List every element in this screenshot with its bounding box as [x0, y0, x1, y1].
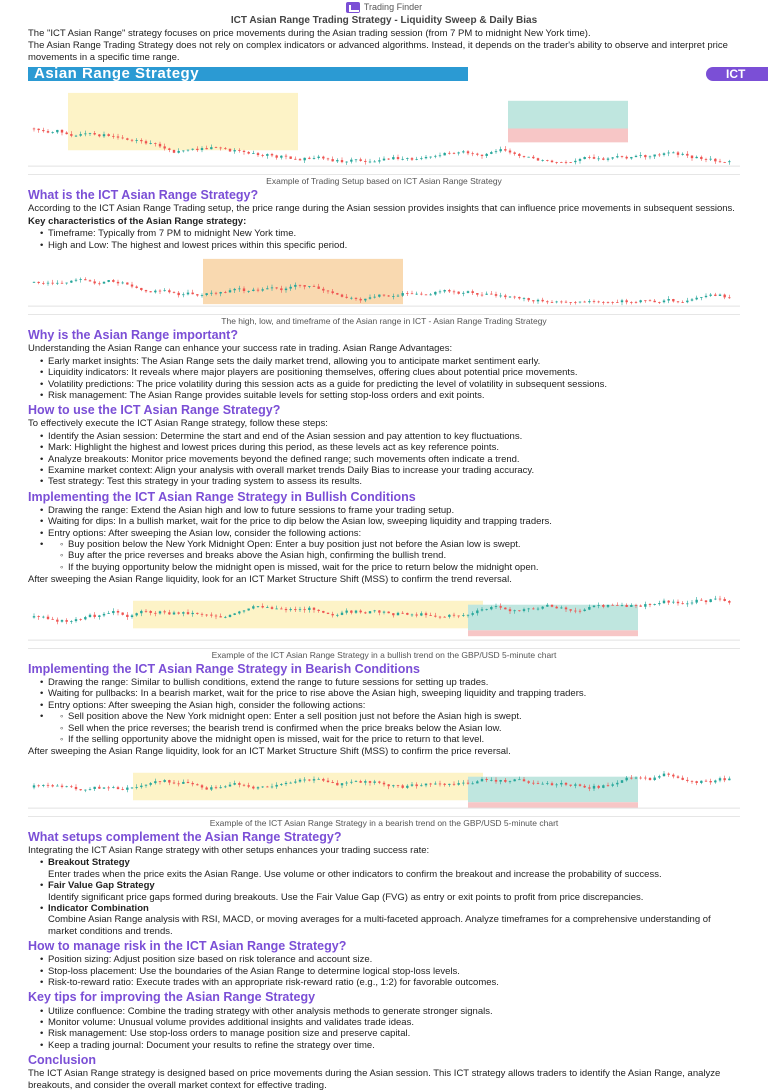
brand-logo-icon — [346, 2, 360, 13]
bull-list — [28, 505, 740, 573]
chart-setup-example — [28, 83, 740, 175]
why-list — [28, 356, 740, 402]
list-item: ◦ Sell when the price reverses; the bearish trend is confirmed when the price breaks below the Asian low. — [68, 723, 740, 734]
list-item: • Timeframe: Typically from 7 PM to midnight New York time. — [48, 228, 740, 239]
caption-setup: Example of Trading Setup based on ICT Asian Range Strategy — [266, 176, 502, 187]
list-item: ◦ If the buying opportunity below the midnight open is missed, wait for the price to return below the midnight open. — [68, 562, 740, 573]
list-item — [48, 857, 740, 880]
bull-sublist-container — [48, 539, 740, 573]
list-item: • Stop-loss placement: Use the boundaries of the Asian Range to determine logical stop-loss levels. — [48, 966, 740, 977]
setup-title: Indicator Combination — [48, 902, 149, 914]
list-item: • Keep a trading journal: Document your results to refine the strategy over time. — [48, 1040, 740, 1051]
heading-risk: How to manage risk in the ICT Asian Range Strategy? — [28, 939, 347, 954]
setup-title: Fair Value Gap Strategy — [48, 880, 155, 892]
brand-logo[interactable] — [28, 0, 740, 14]
list-item: • Examine market context: Align your analysis with overall market trends Daily Bias to increase your trading accuracy. — [48, 465, 740, 476]
list-item — [48, 903, 740, 937]
document-title: ICT Asian Range Trading Strategy - Liquidity Sweep & Daily Bias — [230, 15, 538, 26]
bull-sublist — [62, 539, 740, 573]
list-item — [48, 880, 740, 903]
what-body: According to the ICT Asian Range Trading setup, the price range during the Asian session provides insights that can influence price movements in subsequent sessions. — [28, 203, 735, 215]
list-item: • Entry options: After sweeping the Asian high, consider the following actions: — [48, 700, 740, 711]
list-item: • Risk management: Use stop-loss orders to manage position size and preserve capital. — [48, 1028, 740, 1039]
bull-after: After sweeping the Asian Range liquidity, look for an ICT Market Structure Shift (MSS) to confirm the trend reversal. — [28, 574, 512, 586]
risk-list — [28, 954, 740, 988]
setups-body: Integrating the ICT Asian Range strategy with other setups enhances your trading success rate: — [28, 845, 430, 856]
list-item: • Risk management: The Asian Range provides suitable levels for setting stop-loss orders and exit points. — [48, 390, 740, 401]
list-item: • Waiting for pullbacks: In a bearish market, wait for the price to rise above the Asian high, sweeping liquidity and trapping traders. — [48, 688, 740, 699]
bear-sublist-container — [48, 711, 740, 745]
strategy-banner — [28, 65, 746, 83]
chart-asian-range — [28, 251, 740, 315]
heading-bullish: Implementing the ICT Asian Range Strategy in Bullish Conditions — [28, 489, 416, 504]
list-item: ◦ Buy after the price reverses and breaks above the Asian high, confirming the bullish trend. — [68, 550, 740, 561]
list-item: • Waiting for dips: In a bullish market, wait for the price to dip below the Asian low, sweeping liquidity and trapping traders. — [48, 516, 740, 527]
intro-paragraph-2: The Asian Range Trading Strategy does not rely on complex indicators or advanced algorithms. Instead, it depends on the trader's ability to observe and interpret price movements in a specific time range. — [28, 40, 728, 63]
list-item: • Identify the Asian session: Determine the start and end of the Asian session and pay attention to key fluctuations. — [48, 431, 740, 442]
what-list — [28, 228, 740, 251]
list-item: • Liquidity indicators: It reveals where major players are positioning themselves, offering clues about potential price movements. — [48, 367, 740, 378]
list-item: ◦ If the selling opportunity above the midnight open is missed, wait for the price to return to that level. — [68, 734, 740, 745]
caption-bearish: Example of the ICT Asian Range Strategy in a bearish trend on the GBP/USD 5-minute chart — [209, 817, 559, 828]
chart-bearish-example — [28, 759, 740, 817]
list-item: • Mark: Highlight the highest and lowest prices during this period, as these levels act as key reference points. — [48, 442, 740, 453]
conclusion-body: The ICT Asian Range strategy is designed based on price movements during the Asian session. This ICT strategy allows traders to identify the Asian Range, analyze breakouts, and consider the overall market context for effective trading. — [28, 1068, 721, 1091]
list-item: • High and Low: The highest and lowest prices within this specific period. — [48, 240, 740, 251]
tips-list — [28, 1006, 740, 1052]
how-body: To effectively execute the ICT Asian Range strategy, follow these steps: — [28, 418, 328, 430]
list-item: • Entry options: After sweeping the Asian low, consider the following actions: — [48, 528, 740, 539]
list-item: • Utilize confluence: Combine the trading strategy with other analysis methods to generate stronger signals. — [48, 1006, 740, 1017]
intro-paragraph-1: The "ICT Asian Range" strategy focuses on price movements during the Asian trading session (from 7 PM to midnight New York time). — [28, 28, 591, 39]
setups-list — [28, 857, 740, 937]
list-item: • Analyze breakouts: Monitor price movements beyond the defined range; such movements often indicate a trend. — [48, 454, 740, 465]
setup-title: Breakout Strategy — [48, 857, 130, 869]
list-item: • Monitor volume: Unusual volume provides additional insights and validates trade ideas. — [48, 1017, 740, 1028]
heading-bearish: Implementing the ICT Asian Range Strategy in Bearish Conditions — [28, 661, 420, 676]
brand-name: Trading Finder — [363, 2, 423, 12]
heading-why: Why is the Asian Range important? — [28, 328, 238, 343]
banner-label: Asian Range Strategy — [28, 67, 468, 81]
banner-tag: ICT — [706, 67, 768, 81]
bear-sublist — [62, 711, 740, 745]
setup-text: Combine Asian Range analysis with RSI, MACD, or moving averages for a multi-faceted approach. Analyze timeframes for a comprehensive understanding of market conditions and trends. — [48, 914, 711, 937]
caption-bullish: Example of the ICT Asian Range Strategy in a bullish trend on the GBP/USD 5-minute chart — [211, 649, 557, 660]
list-item: • Test strategy: Test this strategy in your trading system to assess its results. — [48, 476, 740, 487]
list-item: • Position sizing: Adjust position size based on risk tolerance and account size. — [48, 954, 740, 965]
how-list — [28, 431, 740, 488]
list-item: • Risk-to-reward ratio: Execute trades with an appropriate risk-reward ratio (e.g., 1:2) for favorable outcomes. — [48, 977, 740, 988]
heading-setups: What setups complement the Asian Range Strategy? — [28, 829, 342, 844]
caption-range: The high, low, and timeframe of the Asian range in ICT - Asian Range Trading Strategy — [221, 316, 547, 327]
list-item: • Early market insights: The Asian Range sets the daily market trend, allowing you to anticipate market sentiment early. — [48, 356, 740, 367]
chart-bullish-example — [28, 587, 740, 649]
list-item: • Volatility predictions: The price volatility during this session acts as a guide for predicting the level of volatility in subsequent sessions. — [48, 379, 740, 390]
heading-tips: Key tips for improving the Asian Range Strategy — [28, 990, 316, 1005]
heading-how: How to use the ICT Asian Range Strategy? — [28, 403, 281, 418]
list-item: • Drawing the range: Extend the Asian high and low to future sessions to frame your trading setup. — [48, 505, 740, 516]
list-item: ◦ • Sell position above the New York midnight open: Enter a sell position just not before the Asian high is swept. — [68, 711, 740, 722]
why-body: Understanding the Asian Range can enhance your success rate in trading. Asian Range Advantages: — [28, 343, 453, 355]
what-sub: Key characteristics of the Asian Range strategy: — [28, 215, 247, 227]
bear-after: After sweeping the Asian Range liquidity, look for an ICT Market Structure Shift (MSS) to confirm the price reversal. — [28, 746, 511, 758]
heading-conclusion: Conclusion — [28, 1053, 97, 1068]
list-item: • Drawing the range: Similar to bullish conditions, extend the range to future sessions for setting up trades. — [48, 677, 740, 688]
setup-text: Identify significant price gaps formed during breakouts. Use the Fair Value Gap (FVG) as entry or exit points to profit from price discrepancies. — [48, 891, 644, 903]
setup-text: Enter trades when the price exits the Asian Range. Use volume or other indicators to confirm the breakout and increase the probability of success. — [48, 868, 662, 880]
bear-list — [28, 677, 740, 745]
list-item: ◦ • Buy position below the New York Midnight Open: Enter a buy position just not before the Asian low is swept. — [68, 539, 740, 550]
heading-what: What is the ICT Asian Range Strategy? — [28, 188, 259, 203]
